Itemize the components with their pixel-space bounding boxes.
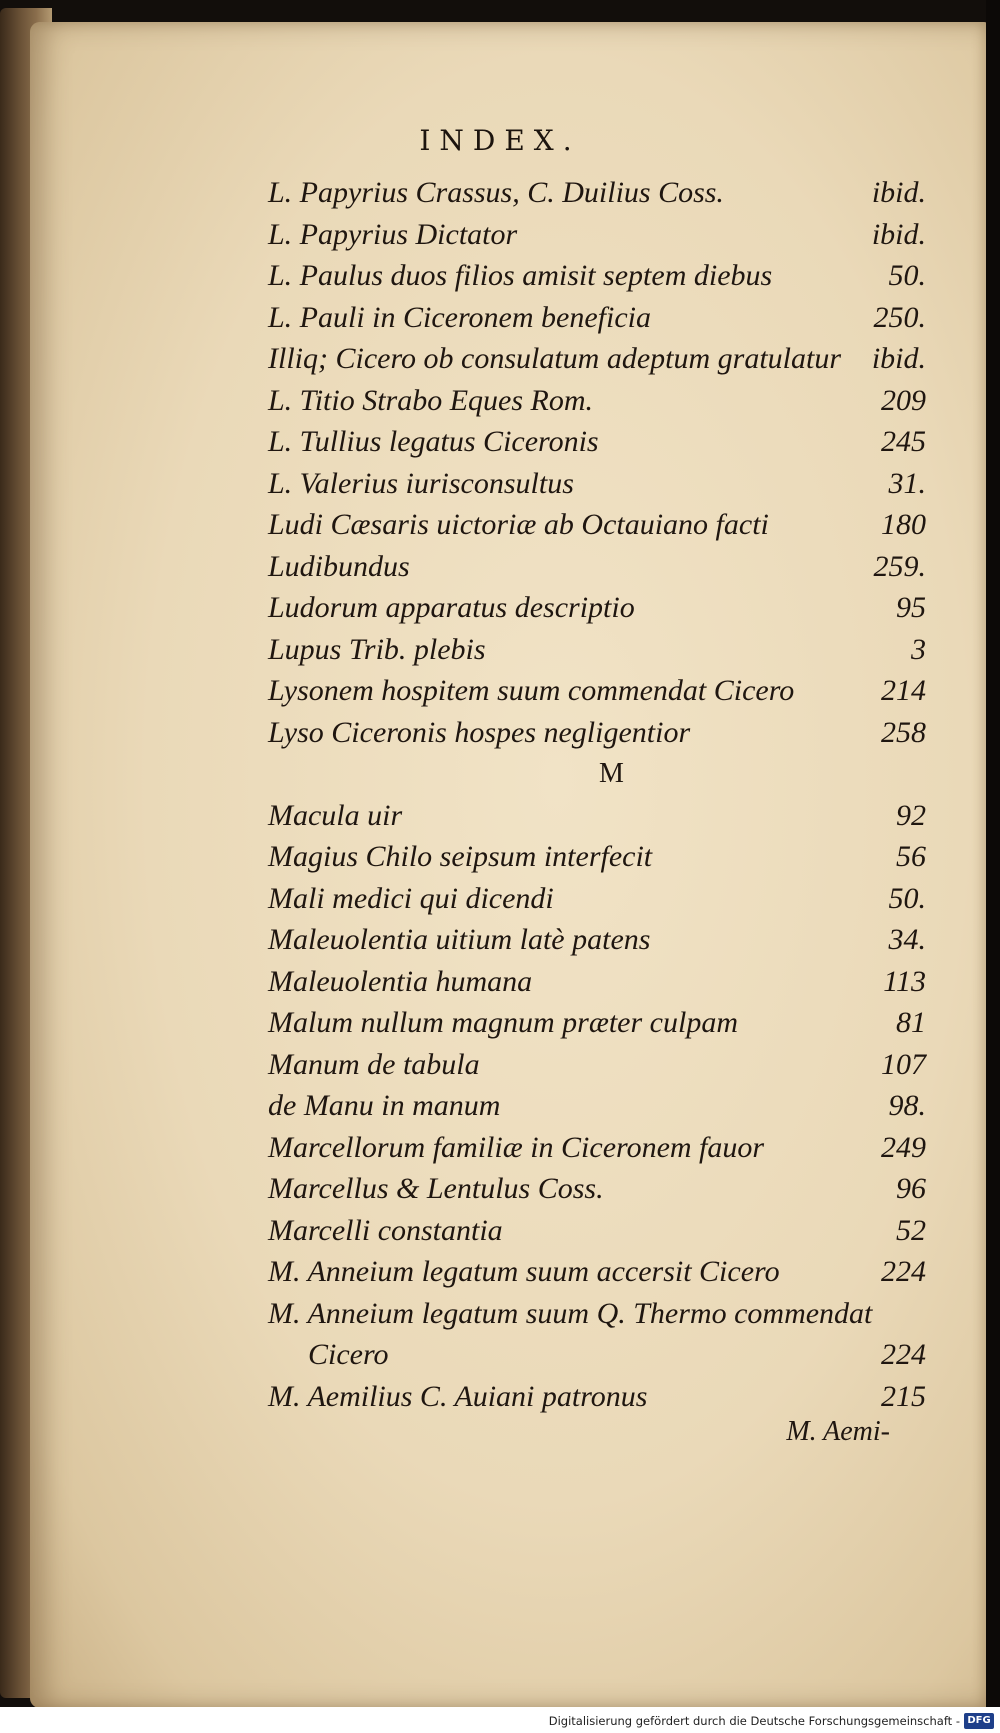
entry-page: 113 xyxy=(883,964,926,998)
index-entry xyxy=(268,1044,926,1086)
entry-term: Ludi Cæsaris uictoriæ ab Octauiano facti xyxy=(268,508,769,541)
digitization-footer xyxy=(0,1707,1000,1733)
entry-term: Manum de tabula xyxy=(268,1047,480,1081)
index-entry xyxy=(268,172,926,214)
entry-page: 258 xyxy=(881,715,926,749)
entry-term: Maleuolentia uitium latè patens xyxy=(268,923,651,956)
index-entry xyxy=(268,1210,926,1252)
running-head: INDEX. xyxy=(419,124,581,157)
dfg-logo-icon: DFG xyxy=(964,1713,994,1729)
entry-term: Illiq; Cicero ob consulatum adeptum gratulatur xyxy=(268,342,842,375)
index-entry xyxy=(268,587,926,629)
index-entries xyxy=(268,172,926,1417)
entry-term: Lupus Trib. plebis xyxy=(268,632,486,666)
entry-term: Cicero xyxy=(308,1338,389,1371)
entry-term: L. Titio Strabo Eques Rom. xyxy=(268,383,594,417)
entry-term: Macula uir xyxy=(268,798,403,832)
entry-page: ibid. xyxy=(871,217,926,251)
entry-page: 81 xyxy=(896,1006,926,1039)
index-entry xyxy=(268,1293,926,1335)
entry-page: 34. xyxy=(888,923,926,956)
section-letter-heading xyxy=(268,753,926,795)
entry-term: Lyso Ciceronis hospes negligentior xyxy=(268,715,691,749)
entry-page: 107 xyxy=(881,1047,926,1081)
entry-page: 50. xyxy=(888,881,926,915)
entry-term: Marcelli constantia xyxy=(268,1213,503,1247)
section-letter: M xyxy=(599,758,625,789)
index-entry xyxy=(268,255,926,297)
entry-page: 224 xyxy=(881,1255,926,1288)
entry-term: L. Tullius legatus Ciceronis xyxy=(268,425,599,458)
entry-term: L. Pauli in Ciceronem beneficia xyxy=(268,300,651,334)
index-entry xyxy=(268,214,926,256)
index-entry xyxy=(268,1002,926,1044)
index-entry-continuation xyxy=(268,1334,926,1376)
index-entry xyxy=(268,1376,926,1418)
entry-term: L. Papyrius Dictator xyxy=(268,217,518,251)
entry-term: Ludibundus xyxy=(268,549,410,583)
index-entry xyxy=(268,836,926,878)
index-entry xyxy=(268,961,926,1003)
entry-term: Ludorum apparatus descriptio xyxy=(268,591,635,624)
entry-term: de Manu in manum xyxy=(268,1089,501,1122)
entry-page: 56 xyxy=(896,840,926,873)
index-entry xyxy=(268,1251,926,1293)
entry-page: 215 xyxy=(881,1379,926,1413)
index-entry xyxy=(268,629,926,671)
entry-page: ibid. xyxy=(871,176,926,209)
entry-term: Marcellus & Lentulus Coss. xyxy=(268,1172,604,1205)
index-entry xyxy=(268,504,926,546)
entry-page: 31. xyxy=(888,466,926,500)
index-entry xyxy=(268,1127,926,1169)
entry-term: L. Valerius iurisconsultus xyxy=(268,466,574,500)
entry-term: Malum nullum magnum præter culpam xyxy=(268,1006,738,1039)
entry-page: 249 xyxy=(881,1130,926,1164)
index-entry xyxy=(268,795,926,837)
index-entry xyxy=(268,463,926,505)
index-entry xyxy=(268,421,926,463)
entry-page: 250. xyxy=(873,300,926,334)
entry-page: ibid. xyxy=(871,342,926,375)
footer-credit: Digitalisierung gefördert durch die Deutsche Forschungsgemeinschaft - xyxy=(548,1714,960,1728)
entry-term: L. Papyrius Crassus, C. Duilius Coss. xyxy=(268,176,724,209)
scan-border xyxy=(986,0,1000,1733)
entry-term: M. Aemilius C. Auiani patronus xyxy=(268,1379,648,1413)
index-entry xyxy=(268,338,926,380)
entry-term: Mali medici qui dicendi xyxy=(268,881,554,915)
entry-page: 214 xyxy=(881,674,926,707)
entry-page: 259. xyxy=(873,549,926,583)
entry-page: 52 xyxy=(896,1213,926,1247)
index-entry xyxy=(268,380,926,422)
entry-page: 245 xyxy=(881,425,926,458)
index-entry xyxy=(268,546,926,588)
entry-page: 180 xyxy=(881,508,926,541)
entry-term: M. Anneium legatum suum Q. Thermo commendat xyxy=(268,1296,873,1330)
entry-page: 3 xyxy=(911,632,926,666)
entry-page: 209 xyxy=(881,383,926,417)
entry-page: 92 xyxy=(896,798,926,832)
index-entry xyxy=(268,878,926,920)
entry-term: Maleuolentia humana xyxy=(268,964,533,998)
entry-term: Marcellorum familiæ in Ciceronem fauor xyxy=(268,1130,765,1164)
index-entry xyxy=(268,919,926,961)
index-entry xyxy=(268,712,926,754)
index-entry xyxy=(268,670,926,712)
entry-page: 96 xyxy=(896,1172,926,1205)
entry-page: 95 xyxy=(896,591,926,624)
index-entry xyxy=(268,1168,926,1210)
catchword: M. Aemi- xyxy=(786,1416,890,1447)
index-entry xyxy=(268,297,926,339)
index-entry xyxy=(268,1085,926,1127)
entry-term: Lysonem hospitem suum commendat Cicero xyxy=(268,674,795,707)
entry-term: Magius Chilo seipsum interfecit xyxy=(268,840,653,873)
entry-term: L. Paulus duos filios amisit septem diebus xyxy=(268,259,773,292)
entry-page: 98. xyxy=(888,1089,926,1122)
entry-page: 224 xyxy=(881,1338,926,1371)
entry-term: M. Anneium legatum suum accersit Cicero xyxy=(268,1255,780,1288)
entry-page: 50. xyxy=(888,259,926,292)
